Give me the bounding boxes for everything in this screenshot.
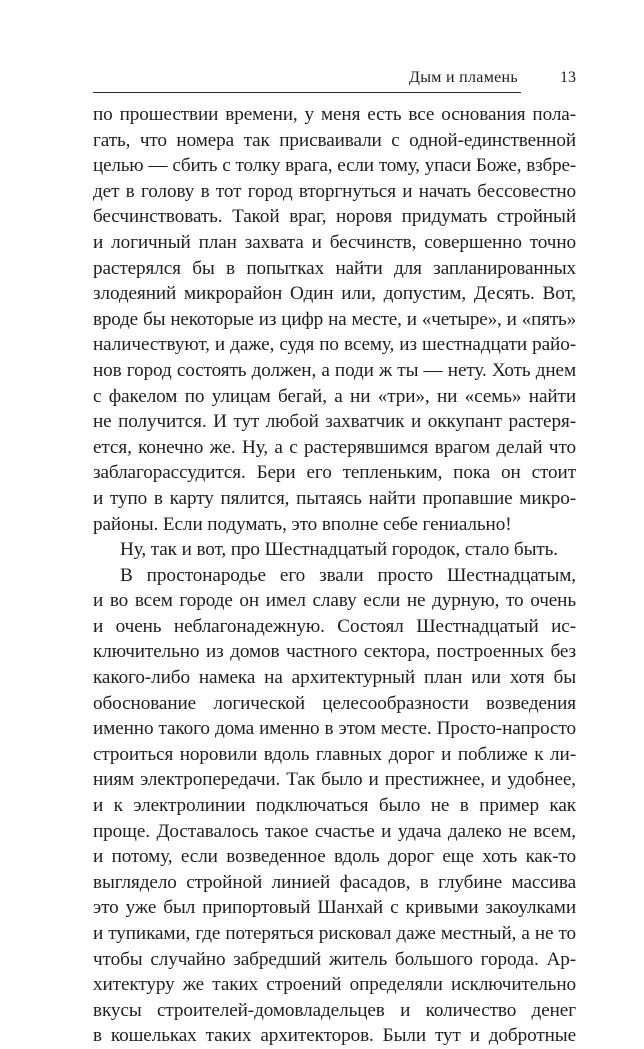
text-line: ниям электропередачи. Так было и престижнее, и удобнее, [93, 769, 576, 791]
paragraph [93, 563, 576, 1049]
text-line: ключительно из домов частного сектора, построенных без [93, 641, 576, 663]
text-line: и логичный план захвата и бесчинств, совершенно точно [93, 231, 576, 253]
text-line: вкусы строителей-домовладельцев и количество денег [93, 999, 576, 1021]
text-line: злодеяний микрорайон Один или, допустим, Десять. Вот, [93, 283, 576, 305]
text-line: и к электролинии подключаться было не в пример как [93, 795, 576, 817]
running-title: Дым и пламень [409, 69, 518, 86]
text-line: целью — сбить с толку врага, если тому, упаси Боже, взбре- [93, 155, 576, 177]
text-line: и очень неблагонадежную. Состоял Шестнадцатый ис- [93, 615, 576, 637]
text-line: именно такого дома именно в этом месте. Просто-напросто [93, 718, 576, 740]
paragraph [93, 102, 576, 537]
paragraph [93, 537, 576, 563]
page-number: 13 [560, 69, 576, 86]
text-line: заблагорассудится. Бери его тепленьким, пока он стоит [93, 462, 576, 484]
text-line: вроде бы некоторые из цифр на месте, и «четыре», и «пять» [93, 308, 576, 330]
text-line: в кошельках таких архитекторов. Были тут и добротные [93, 1025, 576, 1047]
text-line: дет в голову в тот город вторгнуться и начать бессовестно [93, 180, 576, 202]
text-line: В простонародье его звали просто Шестнадцатым, [120, 564, 576, 586]
text-line: обоснование логической целесообразности возведения [93, 692, 576, 714]
text-line: и потому, если возведенное вдоль дорог еще хоть как-то [93, 846, 576, 868]
text-line: с факелом по улицам бегай, а ни «три», ни «семь» найти [93, 385, 576, 407]
text-line: гать, что номера так присваивали с одной-единственной [93, 129, 576, 151]
text-line: проще. Доставалось такое счастье и удача далеко не всем, [93, 820, 576, 842]
header-rule [93, 92, 521, 93]
text-line: это уже был припортовый Шанхай с кривыми закоулками [93, 897, 576, 919]
text-line: какого-либо намека на архитектурный план или хотя бы [93, 667, 576, 689]
text-line: ется, конечно же. Ну, а с растерявшимся врагом делай что [93, 436, 576, 458]
text-line: хитектуру же таких строений определяли исключительно [93, 974, 576, 996]
text-line: и во всем городе он имел славу если не дурную, то очень [93, 590, 576, 612]
text-line: выглядело стройной линией фасадов, в глубине массива [93, 871, 576, 893]
text-line: наличествуют, и даже, судя по всему, из шестнадцати райо- [93, 334, 576, 356]
text-line: и тупиками, где потеряться рисковал даже местный, а не то [93, 923, 576, 944]
text-line: и тупо в карту пялится, пытаясь найти пропавшие микро- [93, 487, 576, 509]
text-line: по прошествии времени, у меня есть все основания пола- [93, 104, 576, 125]
text-line: чтобы случайно забредший житель большого города. Ар- [93, 948, 576, 970]
running-head [93, 68, 576, 92]
text-line: строиться норовили вдоль главных дорог и поближе к ли- [93, 743, 576, 765]
text-line: Ну, так и вот, про Шестнадцатый городок, стало быть. [120, 539, 558, 561]
text-line: районы. Если подумать, это вполне себе гениально! [93, 513, 512, 535]
text-line: растерялся бы в попытках найти для запланированных [93, 257, 576, 279]
body-text [93, 102, 576, 1049]
text-line: бесчинствовать. Такой враг, норовя придумать стройный [93, 206, 576, 228]
text-line: не получится. И тут любой захватчик и оккупант растеря- [93, 411, 576, 433]
text-line: нов город состоять должен, а поди ж ты — нету. Хоть днем [93, 359, 576, 381]
